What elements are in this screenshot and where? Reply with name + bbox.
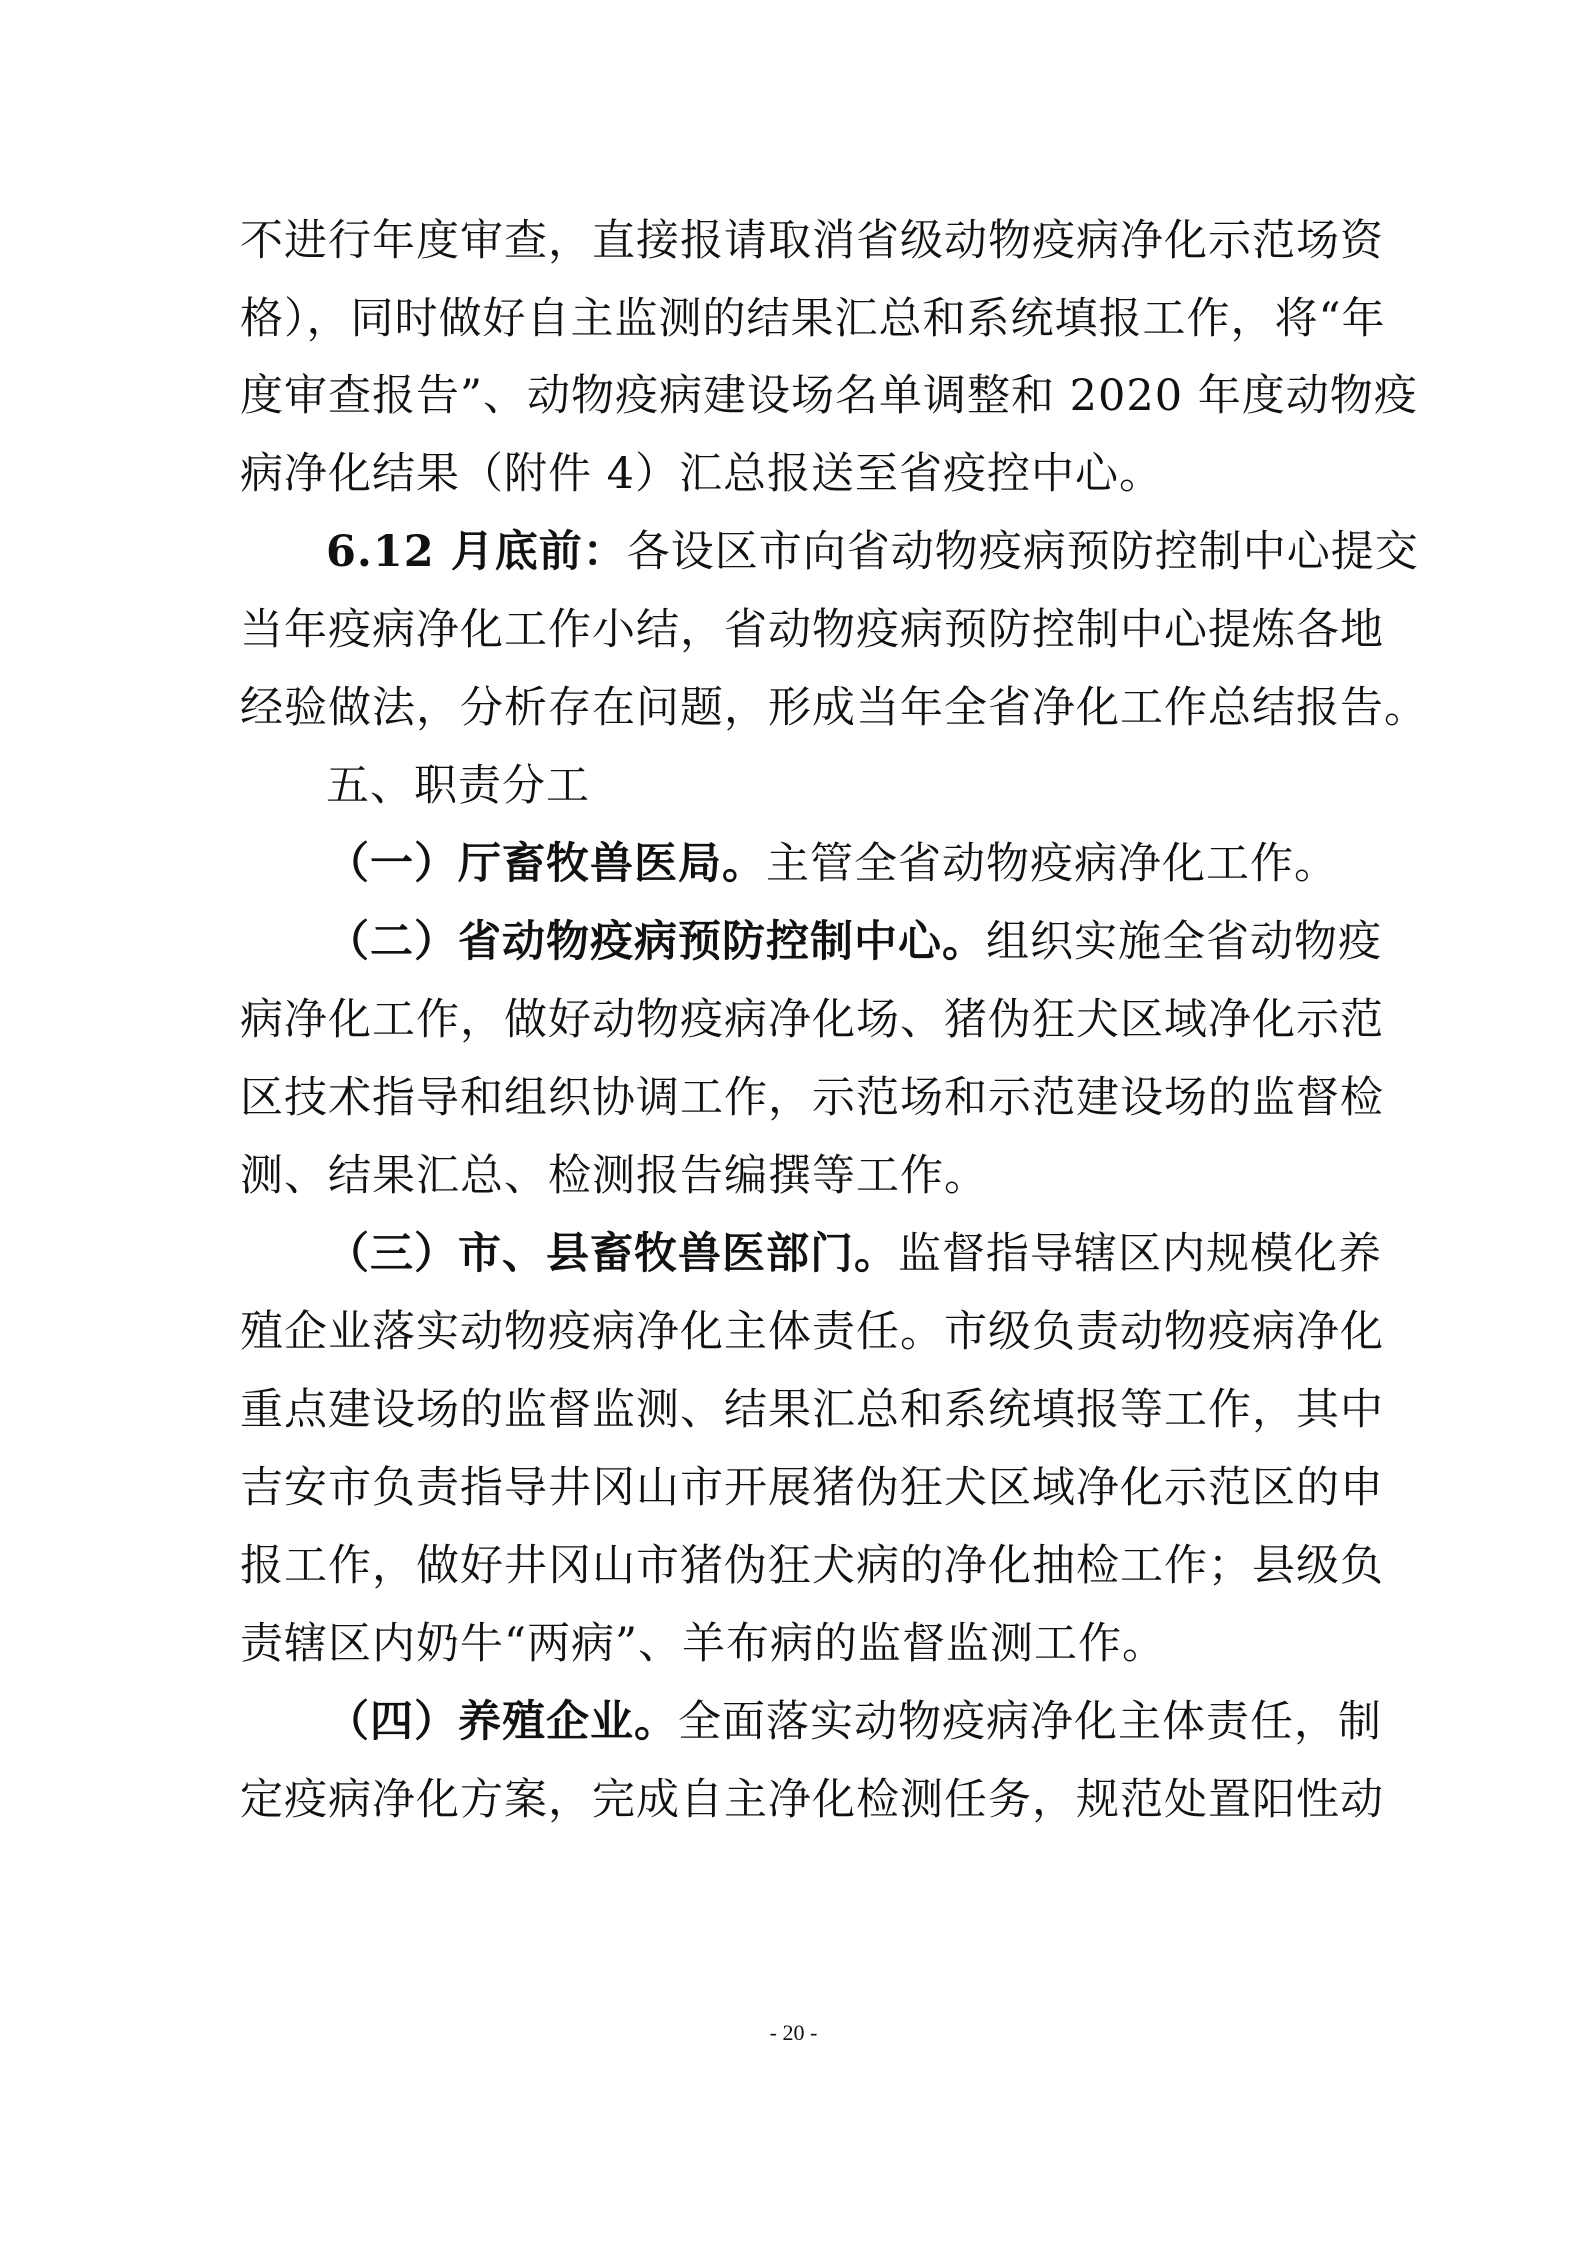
text-line: 殖企业落实动物疫病净化主体责任。市级负责动物疫病净化: [240, 1307, 1384, 1357]
paragraph-lead: （二）省动物疫病预防控制中心。: [326, 917, 986, 967]
paragraph-lead: 6.12 月底前：: [326, 527, 627, 577]
paragraph-text: 各设区市向省动物疫病预防控制中心提交: [626, 527, 1419, 577]
text-line: [326, 906, 1382, 978]
text-line: 报工作，做好井冈山市猪伪狂犬病的净化抽检工作；县级负: [240, 1541, 1384, 1591]
text-line: 病净化结果（附件 4）汇总报送至省疫控中心。: [240, 449, 1164, 499]
paragraph-text: 全面落实动物疫病净化主体责任，制: [678, 1697, 1382, 1747]
text-line: 经验做法，分析存在问题，形成当年全省净化工作总结报告。: [240, 683, 1428, 733]
text-line: 不进行年度审查，直接报请取消省级动物疫病净化示范场资: [240, 216, 1384, 266]
paragraph-text: 组织实施全省动物疫: [986, 917, 1382, 967]
text-line: 病净化工作，做好动物疫病净化场、猪伪狂犬区域净化示范: [240, 995, 1384, 1045]
text-line: 格），同时做好自主监测的结果汇总和系统填报工作，将“年: [240, 294, 1386, 344]
text-line: [326, 828, 1365, 900]
text-line: 定疫病净化方案，完成自主净化检测任务，规范处置阳性动: [240, 1775, 1384, 1825]
text-line: [326, 1686, 1382, 1758]
paragraph-lead: （一）厅畜牧兽医局。: [326, 839, 766, 889]
text-line: 吉安市负责指导井冈山市开展猪伪狂犬区域净化示范区的申: [240, 1463, 1384, 1513]
text-line: 重点建设场的监督监测、结果汇总和系统填报等工作，其中: [240, 1385, 1384, 1435]
text-line: 度审查报告”、动物疫病建设场名单调整和 2020 年度动物疫: [240, 371, 1418, 421]
paragraph-lead: （三）市、县畜牧兽医部门。: [326, 1229, 898, 1279]
paragraph-text: 监督指导辖区内规模化养: [898, 1229, 1382, 1279]
text-line: 当年疫病净化工作小结，省动物疫病预防控制中心提炼各地: [240, 605, 1384, 655]
page-number: - 20 -: [769, 2020, 818, 2045]
text-line: 责辖区内奶牛“两病”、羊布病的监督监测工作。: [240, 1619, 1166, 1669]
paragraph-text: 主管全省动物疫病净化工作。: [766, 839, 1338, 889]
text-line: [326, 1218, 1382, 1290]
paragraph-lead: （四）养殖企业。: [326, 1697, 678, 1747]
text-line: 测、结果汇总、检测报告编撰等工作。: [240, 1151, 988, 1201]
text-line: [326, 516, 1419, 588]
text-line: 区技术指导和组织协调工作，示范场和示范建设场的监督检: [240, 1073, 1384, 1123]
section-heading: 五、职责分工: [326, 761, 590, 811]
